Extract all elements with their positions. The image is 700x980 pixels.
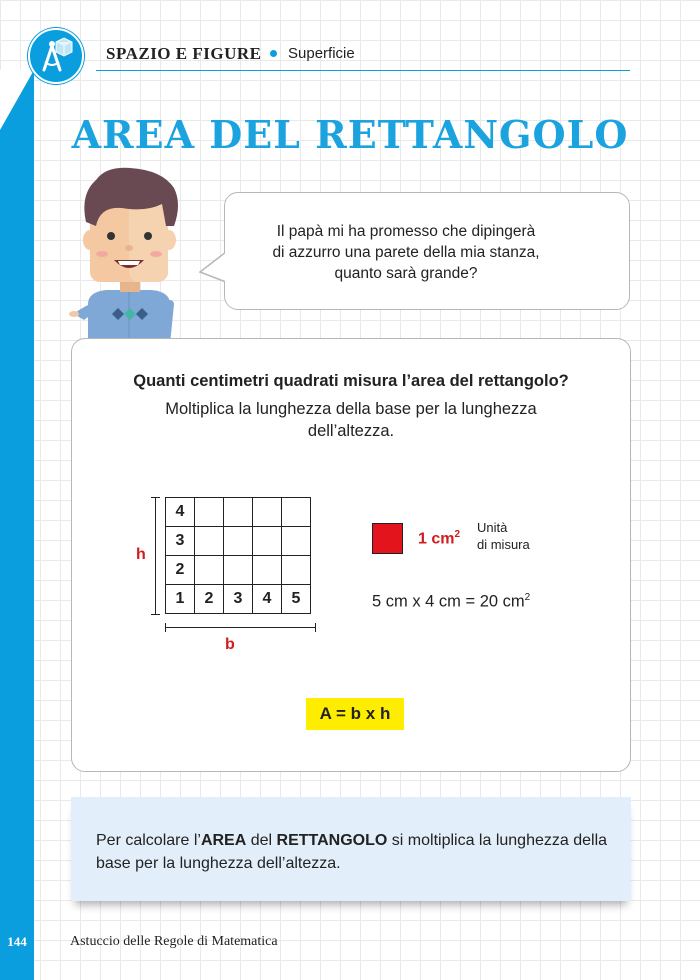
area-formula: A = b x h — [306, 698, 404, 730]
book-title: Astuccio delle Regole di Matematica — [70, 934, 278, 949]
grid-cell: 2 — [195, 585, 224, 614]
question-text: Quanti centimetri quadrati misura l’area del rettangolo? — [133, 372, 569, 390]
grid-cell — [224, 527, 253, 556]
grid-row — [166, 556, 311, 585]
grid-cell — [195, 556, 224, 585]
summary-part: del — [246, 832, 277, 849]
grid-row — [166, 585, 311, 614]
page-title: AREA DEL RETTANGOLO — [71, 112, 629, 157]
unit-value-text: 1 cm — [418, 530, 455, 548]
grid-cell: 1 — [166, 585, 195, 614]
grid-cell: 3 — [166, 527, 195, 556]
grid-cell — [282, 498, 311, 527]
unit-value — [418, 529, 460, 548]
base-dimension-line — [165, 627, 315, 628]
speech-bubble-tail — [198, 250, 228, 290]
grid-cell — [282, 556, 311, 585]
grid-cell: 4 — [166, 498, 195, 527]
height-label: h — [136, 546, 146, 563]
grid-cell — [253, 498, 282, 527]
topic-label: Superficie — [288, 45, 355, 62]
grid-cell: 2 — [166, 556, 195, 585]
unit-caption-line: Unità — [477, 520, 508, 535]
summary-part: Per calcolare l’ — [96, 832, 201, 849]
bubble-line: quanto sarà grande? — [334, 265, 478, 282]
grid-cell — [253, 527, 282, 556]
bubble-line: di azzurro una parete della mia stanza, — [272, 244, 540, 261]
base-dimension-cap — [315, 623, 316, 632]
base-label: b — [225, 636, 235, 653]
calculation-exponent: 2 — [524, 592, 531, 603]
height-dimension-line — [155, 497, 156, 615]
base-dimension-cap — [165, 623, 166, 632]
grid-cell — [195, 498, 224, 527]
page-number: 144 — [7, 934, 27, 949]
sidebar-stripe — [0, 70, 34, 980]
grid-cell — [224, 498, 253, 527]
summary-bold: RETTANGOLO — [276, 832, 388, 849]
calculation-body: 5 cm x 4 cm = 20 cm — [372, 592, 525, 611]
grid-row — [166, 498, 311, 527]
grid-cell — [253, 556, 282, 585]
summary-text — [96, 829, 616, 875]
unit-caption-line: di misura — [477, 537, 530, 552]
height-dimension-cap — [151, 497, 160, 498]
grid-cell — [195, 527, 224, 556]
unit-caption — [477, 519, 530, 553]
summary-part: si moltiplica la lunghezza della base per la lunghezza dell’altezza. — [96, 832, 608, 872]
bubble-line: Il papà mi ha promesso che dipingerà — [276, 223, 536, 240]
header-rule — [96, 70, 630, 71]
grid-cell: 4 — [253, 585, 282, 614]
grid-cell — [224, 556, 253, 585]
grid-cell — [282, 527, 311, 556]
unit-square-swatch — [372, 523, 403, 554]
summary-bold: AREA — [200, 832, 247, 849]
compass-cube-icon — [28, 28, 84, 84]
boy-character-illustration — [66, 164, 196, 359]
section-title: SPAZIO E FIGURE — [106, 44, 262, 63]
instruction-text: Moltiplica la lunghezza della base per la lunghezza dell’altezza. — [165, 400, 537, 440]
speech-bubble-text — [246, 221, 566, 284]
grid-cell: 5 — [282, 585, 311, 614]
rectangle-grid — [165, 497, 311, 614]
grid-cell: 3 — [224, 585, 253, 614]
height-dimension-cap — [151, 614, 160, 615]
unit-exponent: 2 — [454, 529, 461, 540]
calculation-text — [372, 592, 530, 612]
grid-row — [166, 527, 311, 556]
bullet-dot — [270, 50, 277, 57]
